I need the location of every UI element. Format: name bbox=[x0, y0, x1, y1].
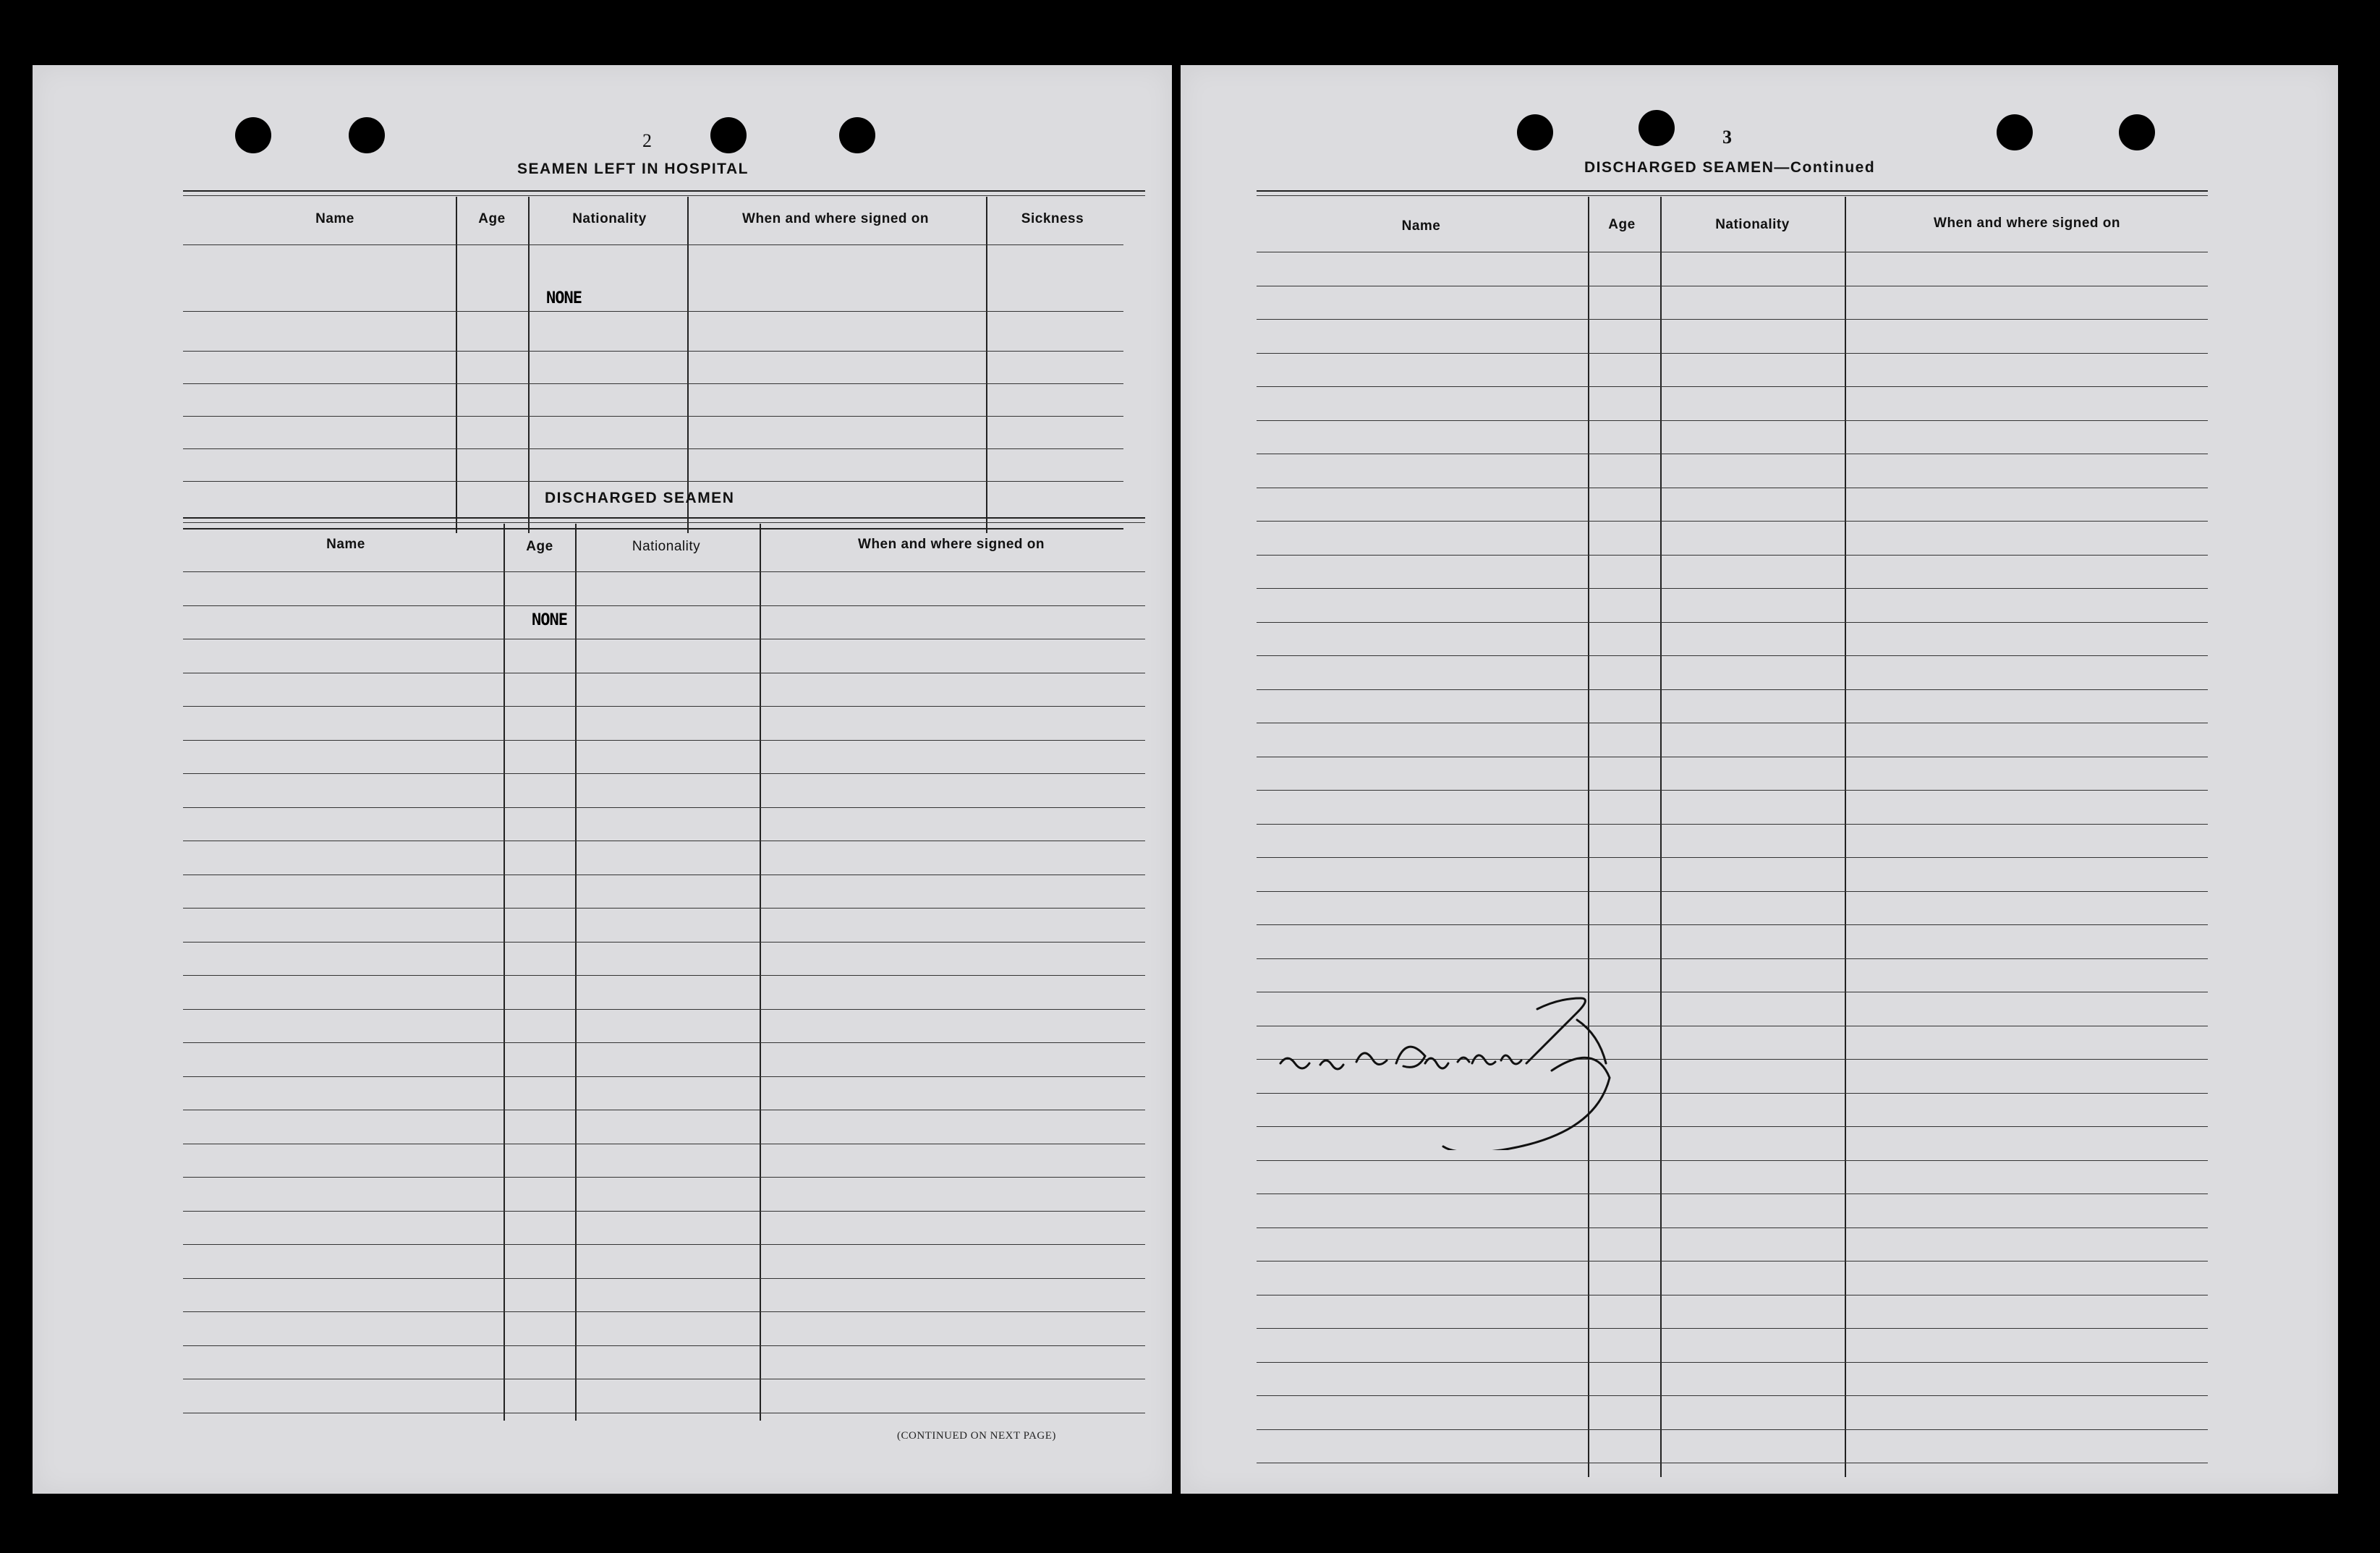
punch-hole bbox=[235, 117, 271, 153]
punch-hole bbox=[710, 117, 747, 153]
none-stamp: NONE bbox=[546, 289, 582, 307]
row-rule bbox=[183, 448, 1123, 449]
row-rule bbox=[1257, 588, 2208, 589]
punch-hole bbox=[349, 117, 385, 153]
right-page bbox=[1181, 65, 2338, 1494]
row-rule bbox=[183, 1278, 1145, 1279]
row-rule bbox=[1257, 622, 2208, 623]
discharged-continued-title: DISCHARGED SEAMEN—Continued bbox=[1584, 159, 1876, 176]
punch-hole bbox=[1517, 114, 1553, 150]
continued-note: (CONTINUED ON NEXT PAGE) bbox=[897, 1430, 1056, 1442]
row-rule bbox=[183, 908, 1145, 909]
row-rule bbox=[183, 351, 1123, 352]
column-divider bbox=[687, 197, 689, 533]
table-top-rule bbox=[1257, 190, 2208, 192]
row-rule bbox=[183, 605, 1145, 606]
column-divider bbox=[986, 197, 987, 533]
column-header-name: Name bbox=[326, 537, 365, 552]
table-top-rule bbox=[1257, 195, 2208, 196]
row-rule bbox=[1257, 1160, 2208, 1161]
row-rule bbox=[183, 1311, 1145, 1312]
punch-hole bbox=[1639, 110, 1675, 146]
row-rule bbox=[1257, 958, 2208, 959]
page-number: 2 bbox=[642, 130, 652, 151]
row-rule bbox=[1257, 386, 2208, 387]
row-rule bbox=[1257, 420, 2208, 421]
row-rule bbox=[183, 975, 1145, 976]
row-rule bbox=[183, 481, 1123, 482]
row-rule bbox=[183, 571, 1145, 572]
column-header-age: Age bbox=[478, 211, 506, 226]
row-rule bbox=[1257, 1395, 2208, 1396]
row-rule bbox=[1257, 319, 2208, 320]
column-header-age: Age bbox=[1608, 217, 1636, 232]
left-page bbox=[33, 65, 1172, 1494]
table-top-rule bbox=[183, 517, 1145, 519]
column-header-nationality: Nationality bbox=[572, 211, 647, 226]
row-rule bbox=[1257, 857, 2208, 858]
column-divider bbox=[760, 524, 761, 1421]
column-divider bbox=[1588, 197, 1589, 1477]
row-rule bbox=[1257, 790, 2208, 791]
row-rule bbox=[1257, 891, 2208, 892]
row-rule bbox=[183, 1244, 1145, 1245]
row-rule bbox=[183, 1009, 1145, 1010]
hospital-section-title: SEAMEN LEFT IN HOSPITAL bbox=[517, 161, 749, 177]
column-header-sickness: Sickness bbox=[1021, 211, 1084, 226]
row-rule bbox=[183, 528, 1123, 529]
column-header-nationality: Nationality bbox=[1715, 217, 1790, 232]
row-rule bbox=[183, 1345, 1145, 1346]
table-top-rule bbox=[183, 190, 1145, 192]
column-header-nationality: Nationality bbox=[632, 539, 701, 554]
none-stamp: NONE bbox=[532, 611, 567, 629]
row-rule bbox=[1257, 824, 2208, 825]
punch-hole bbox=[2119, 114, 2155, 150]
page-number: 3 bbox=[1722, 127, 1732, 148]
row-rule bbox=[1257, 655, 2208, 656]
column-header-signed-on: When and where signed on bbox=[858, 537, 1045, 552]
table-top-rule bbox=[183, 522, 1145, 523]
column-divider bbox=[503, 524, 505, 1421]
row-rule bbox=[1257, 1429, 2208, 1430]
punch-hole bbox=[1997, 114, 2033, 150]
column-header-age: Age bbox=[526, 539, 553, 554]
row-rule bbox=[183, 942, 1145, 943]
row-rule bbox=[1257, 353, 2208, 354]
column-divider bbox=[1660, 197, 1662, 1477]
column-divider bbox=[456, 197, 457, 533]
handwritten-signature bbox=[1251, 962, 1657, 1150]
column-divider bbox=[575, 524, 577, 1421]
row-rule bbox=[183, 1076, 1145, 1077]
column-header-name: Name bbox=[1401, 218, 1441, 234]
row-rule bbox=[1257, 555, 2208, 556]
row-rule bbox=[1257, 1362, 2208, 1363]
column-divider bbox=[1845, 197, 1846, 1477]
table-top-rule bbox=[183, 195, 1145, 196]
row-rule bbox=[183, 740, 1145, 741]
row-rule bbox=[183, 1211, 1145, 1212]
row-rule bbox=[1257, 924, 2208, 925]
row-rule bbox=[1257, 521, 2208, 522]
discharged-section-title: DISCHARGED SEAMEN bbox=[545, 490, 735, 506]
row-rule bbox=[183, 1042, 1145, 1043]
row-rule bbox=[183, 807, 1145, 808]
column-header-name: Name bbox=[315, 211, 354, 226]
row-rule bbox=[183, 706, 1145, 707]
row-rule bbox=[183, 416, 1123, 417]
column-divider bbox=[528, 197, 530, 533]
column-header-signed-on: When and where signed on bbox=[1934, 216, 2120, 231]
row-rule bbox=[183, 1177, 1145, 1178]
row-rule bbox=[183, 244, 1123, 245]
row-rule bbox=[183, 311, 1123, 312]
row-rule bbox=[183, 773, 1145, 774]
row-rule bbox=[1257, 1328, 2208, 1329]
punch-hole bbox=[839, 117, 875, 153]
column-header-signed-on: When and where signed on bbox=[742, 211, 929, 226]
row-rule bbox=[1257, 1227, 2208, 1228]
row-rule bbox=[1257, 689, 2208, 690]
row-rule bbox=[183, 383, 1123, 384]
